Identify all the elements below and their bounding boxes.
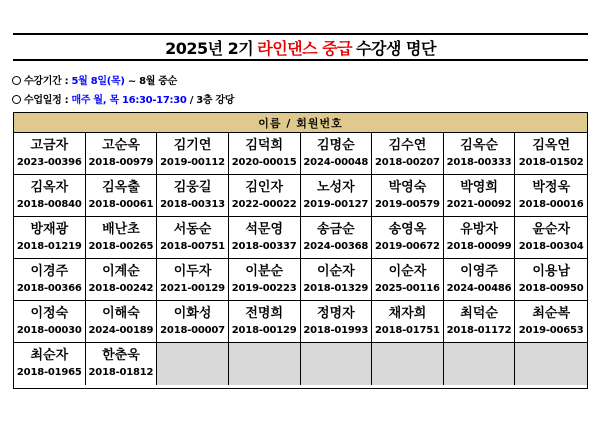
student-name: 김기연	[173, 137, 212, 153]
title-suffix: 수강생 명단	[356, 38, 436, 58]
student-cell	[444, 217, 516, 259]
empty-cell	[157, 343, 229, 385]
period-label: 수강기간 :	[24, 76, 72, 87]
member-number: 2019-00127	[303, 198, 369, 210]
student-name: 최순자	[30, 348, 69, 363]
student-cell	[14, 217, 86, 259]
student-cell	[229, 175, 301, 217]
student-cell	[301, 259, 373, 301]
student-cell	[372, 133, 444, 175]
member-number: 2018-01812	[88, 367, 154, 378]
student-name: 노성자	[316, 179, 355, 195]
student-cell	[86, 259, 158, 301]
student-cell	[515, 217, 587, 259]
member-number: 2021-00129	[160, 282, 225, 294]
student-cell	[14, 133, 86, 175]
student-cell	[301, 175, 373, 217]
member-number: 2024-00048	[303, 156, 369, 168]
student-name: 박영희	[460, 179, 498, 195]
member-number: 2019-00653	[518, 324, 584, 336]
student-name: 고금자	[30, 137, 69, 153]
student-cell	[444, 301, 516, 343]
student-name: 김인자	[245, 179, 284, 195]
period-line	[12, 72, 177, 87]
member-number: 2018-00304	[518, 240, 584, 252]
member-number: 2018-00313	[160, 198, 225, 210]
student-name: 송영옥	[388, 221, 427, 237]
schedule-time: 매주 월, 목 16:30-17:30	[71, 95, 187, 106]
student-name: 이두자	[173, 263, 212, 279]
member-number: 2023-00396	[16, 156, 82, 168]
student-cell	[157, 133, 229, 175]
student-name: 윤순자	[532, 221, 571, 237]
title-prefix: 2025년 2기	[165, 38, 254, 58]
member-number: 2019-00672	[375, 240, 440, 252]
student-name: 채자희	[388, 305, 427, 321]
page-title	[13, 33, 588, 61]
student-name: 유방자	[460, 221, 498, 237]
student-cell	[301, 301, 373, 343]
student-name: 방재광	[30, 221, 69, 237]
student-cell	[14, 301, 86, 343]
student-cell	[515, 259, 587, 301]
student-name: 김옥출	[102, 179, 140, 195]
student-cell	[301, 133, 373, 175]
title-course: 라인댄스 중급	[257, 38, 353, 58]
student-name: 고순옥	[102, 137, 140, 153]
empty-cell	[372, 343, 444, 385]
member-number: 2018-00366	[16, 282, 82, 294]
member-number: 2018-01172	[446, 324, 512, 336]
bullet-circle-icon	[12, 76, 21, 85]
member-number: 2018-01965	[16, 367, 82, 378]
student-cell	[515, 301, 587, 343]
bullet-circle-icon	[12, 95, 21, 104]
student-name: 최순복	[532, 305, 571, 321]
student-cell	[86, 343, 158, 385]
student-name: 김수연	[388, 137, 427, 153]
member-number: 2018-01329	[303, 282, 369, 294]
student-name: 이영주	[460, 263, 498, 279]
student-cell	[229, 217, 301, 259]
student-cell	[515, 133, 587, 175]
student-cell	[157, 259, 229, 301]
student-cell	[229, 301, 301, 343]
member-number: 2018-01751	[375, 324, 440, 336]
member-number: 2018-00016	[518, 198, 584, 210]
student-cell	[444, 133, 516, 175]
member-number: 2025-00116	[375, 282, 440, 294]
student-cell	[86, 301, 158, 343]
student-name: 박영숙	[388, 179, 427, 195]
student-cell	[372, 301, 444, 343]
student-name: 이용남	[532, 263, 571, 279]
member-number: 2018-00979	[88, 156, 154, 168]
student-cell	[372, 217, 444, 259]
period-end: ~ 8월 중순	[124, 76, 178, 87]
student-cell	[14, 259, 86, 301]
member-number: 2024-00486	[446, 282, 512, 294]
student-name: 송금순	[316, 221, 355, 237]
member-number: 2018-00207	[375, 156, 440, 168]
student-cell	[444, 175, 516, 217]
empty-cell	[301, 343, 373, 385]
member-number: 2018-00129	[231, 324, 297, 336]
student-cell	[157, 301, 229, 343]
student-name: 김옥자	[30, 179, 69, 195]
member-number: 2022-00022	[231, 198, 297, 210]
student-cell	[301, 217, 373, 259]
student-name: 최덕순	[460, 305, 498, 321]
member-number: 2018-00333	[446, 156, 512, 168]
period-start: 5월 8일(목)	[71, 76, 125, 87]
member-number: 2019-00112	[160, 156, 225, 168]
student-cell	[86, 175, 158, 217]
member-number: 2018-00030	[16, 324, 82, 336]
student-cell	[86, 217, 158, 259]
student-cell	[157, 175, 229, 217]
member-number: 2018-00751	[160, 240, 225, 252]
student-name: 이계순	[102, 263, 140, 279]
member-number: 2018-00265	[88, 240, 154, 252]
roster-grid	[14, 133, 587, 385]
student-name: 전명희	[245, 305, 284, 321]
student-name: 이순자	[316, 263, 355, 279]
empty-cell	[515, 343, 587, 385]
member-number: 2019-00223	[231, 282, 297, 294]
member-number: 2018-01219	[16, 240, 82, 252]
student-name: 이경주	[30, 263, 69, 279]
student-name: 이해숙	[102, 305, 140, 321]
student-cell	[229, 133, 301, 175]
member-number: 2018-00337	[231, 240, 297, 252]
schedule-place: / 3층 강당	[186, 95, 235, 106]
student-name: 정명자	[316, 305, 355, 321]
student-name: 서동순	[173, 221, 212, 237]
student-name: 김덕희	[245, 137, 284, 153]
student-name: 배난초	[102, 221, 140, 237]
student-name: 김명순	[316, 137, 355, 153]
student-name: 박정욱	[532, 179, 571, 195]
member-number: 2018-01502	[518, 156, 584, 168]
student-cell	[515, 175, 587, 217]
student-cell	[86, 133, 158, 175]
member-number: 2020-00015	[231, 156, 297, 168]
member-number: 2018-01993	[303, 324, 369, 336]
member-number: 2021-00092	[446, 198, 512, 210]
member-number: 2019-00579	[375, 198, 440, 210]
student-name: 김옥순	[460, 137, 498, 153]
student-cell	[14, 175, 86, 217]
member-number: 2018-00950	[518, 282, 584, 294]
student-name: 이분순	[245, 263, 284, 279]
schedule-line	[12, 91, 234, 106]
roster-table	[13, 112, 588, 389]
student-name: 이순자	[388, 263, 427, 279]
member-number: 2024-00189	[88, 324, 154, 336]
empty-cell	[229, 343, 301, 385]
student-cell	[229, 259, 301, 301]
student-name: 이화성	[173, 305, 212, 321]
student-name: 한춘욱	[102, 348, 140, 363]
student-name: 이정숙	[30, 305, 69, 321]
student-cell	[372, 175, 444, 217]
student-name: 김옥연	[532, 137, 571, 153]
member-number: 2018-00099	[446, 240, 512, 252]
student-name: 석문영	[245, 221, 284, 237]
empty-cell	[444, 343, 516, 385]
student-cell	[14, 343, 86, 385]
student-cell	[444, 259, 516, 301]
member-number: 2024-00368	[303, 240, 369, 252]
schedule-label: 수업일정 :	[24, 95, 72, 106]
member-number: 2018-00840	[16, 198, 82, 210]
member-number: 2018-00061	[88, 198, 154, 210]
roster-header: 이름 / 회원번호	[14, 113, 587, 133]
student-cell	[372, 259, 444, 301]
student-name: 김웅길	[173, 179, 212, 195]
member-number: 2018-00242	[88, 282, 154, 294]
member-number: 2018-00007	[160, 324, 225, 336]
student-cell	[157, 217, 229, 259]
